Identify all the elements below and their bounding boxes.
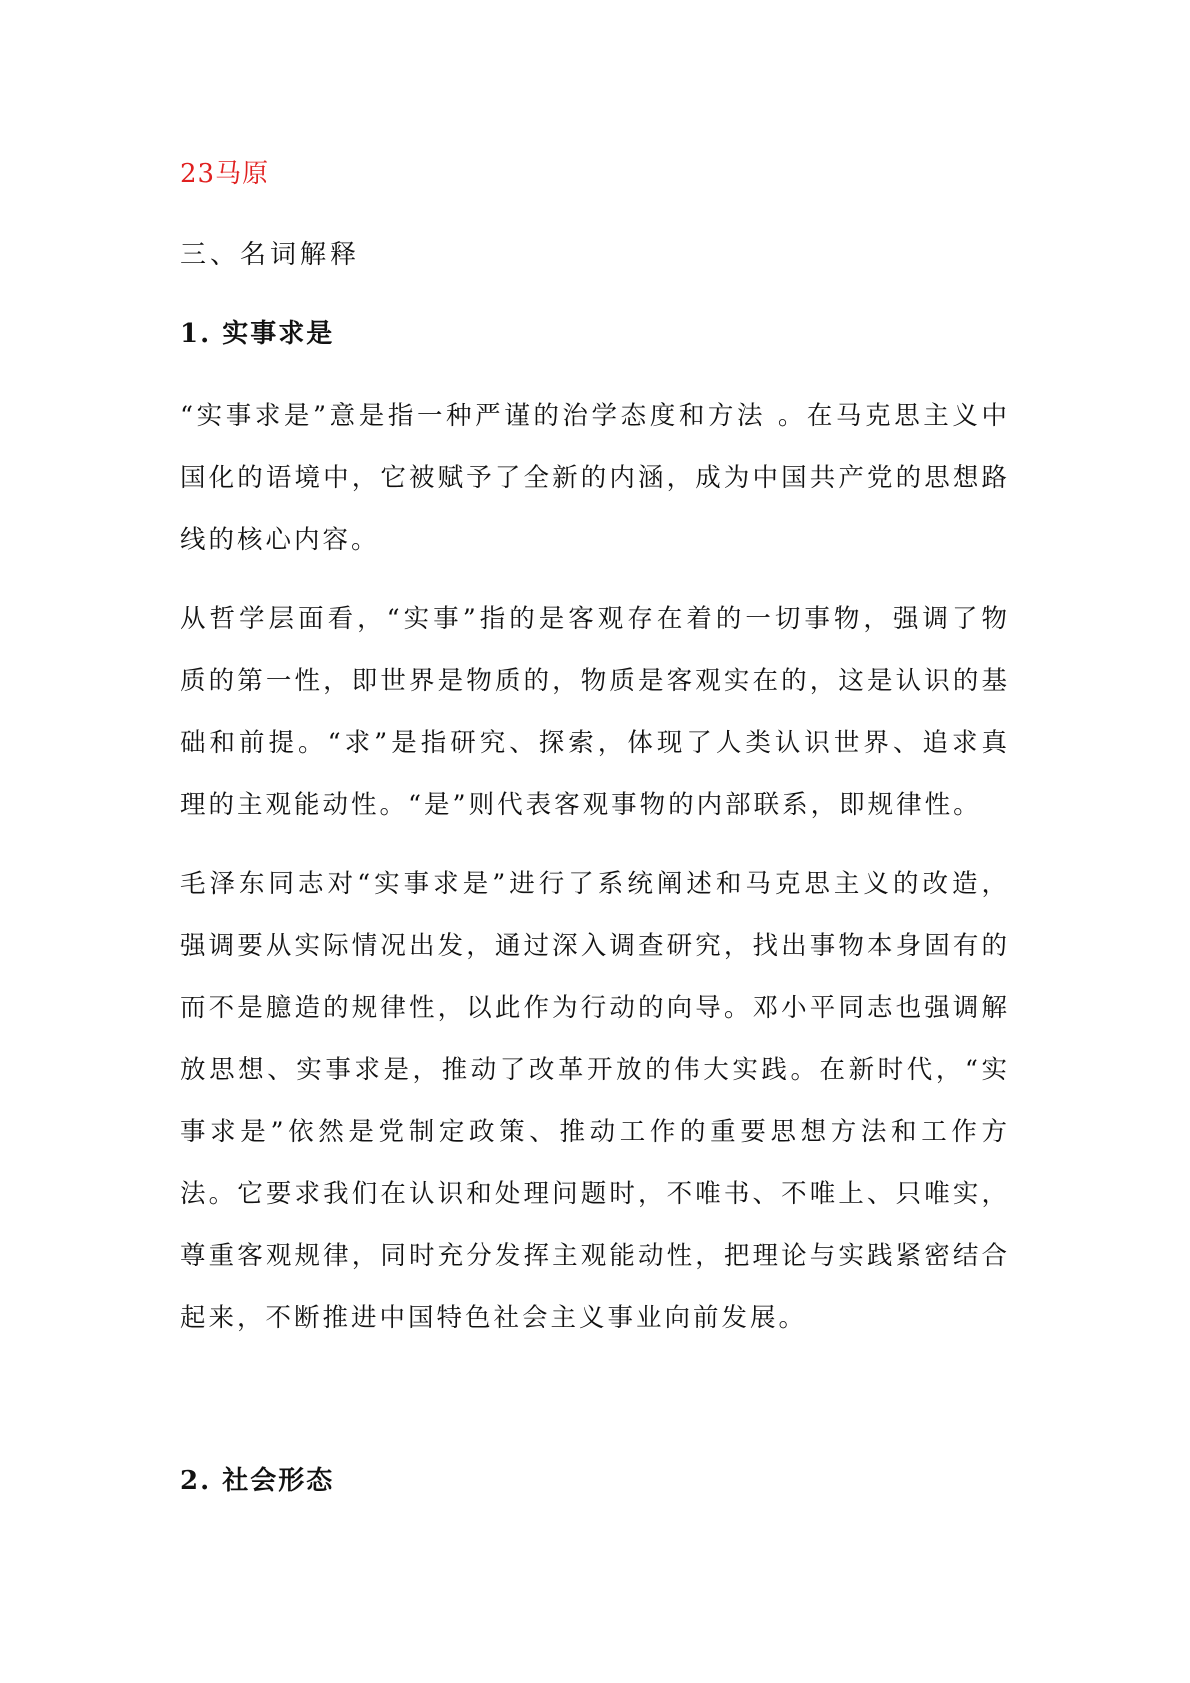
term-1-paragraph-2: 从哲学层面看，“实事”指的是客观存在着的一切事物，强调了物质的第一性，即世界是物质的，物质是客观实在的，这是认识的基础和前提。“求”是指研究、探索，体现了人类认识世界、追求真理的主观能动性。“是”则代表客观事物的内部联系，即规律性。 (180, 604, 1010, 820)
document-title: 23马原 (180, 159, 270, 189)
term-1-paragraph-1: “实事求是”意是指一种严谨的治学态度和方法 。在马克思主义中国化的语境中，它被赋予了全新的内涵，成为中国共产党的思想路线的核心内容。 (180, 401, 1010, 555)
term-1-paragraph-3: 毛泽东同志对“实事求是”进行了系统阐述和马克思主义的改造，强调要从实际情况出发，通过深入调查研究，找出事物本身固有的而不是臆造的规律性，以此作为行动的向导。邓小平同志也强调解放思想、实事求是，推动了改革开放的伟大实践。在新时代，“实事求是”依然是党制定政策、推动工作的重要思想方法和工作方法。它要求我们在认识和处理问题时，不唯书、不唯上、只唯实，尊重客观规律，同时充分发挥主观能动性，把理论与实践紧密结合起来，不断推进中国特色社会主义事业向前发展。 (180, 869, 1010, 1333)
term-heading-1: 1. 实事求是 (180, 319, 335, 349)
term-heading-2: 2. 社会形态 (180, 1466, 335, 1496)
section-heading: 三、名词解释 (180, 240, 361, 270)
